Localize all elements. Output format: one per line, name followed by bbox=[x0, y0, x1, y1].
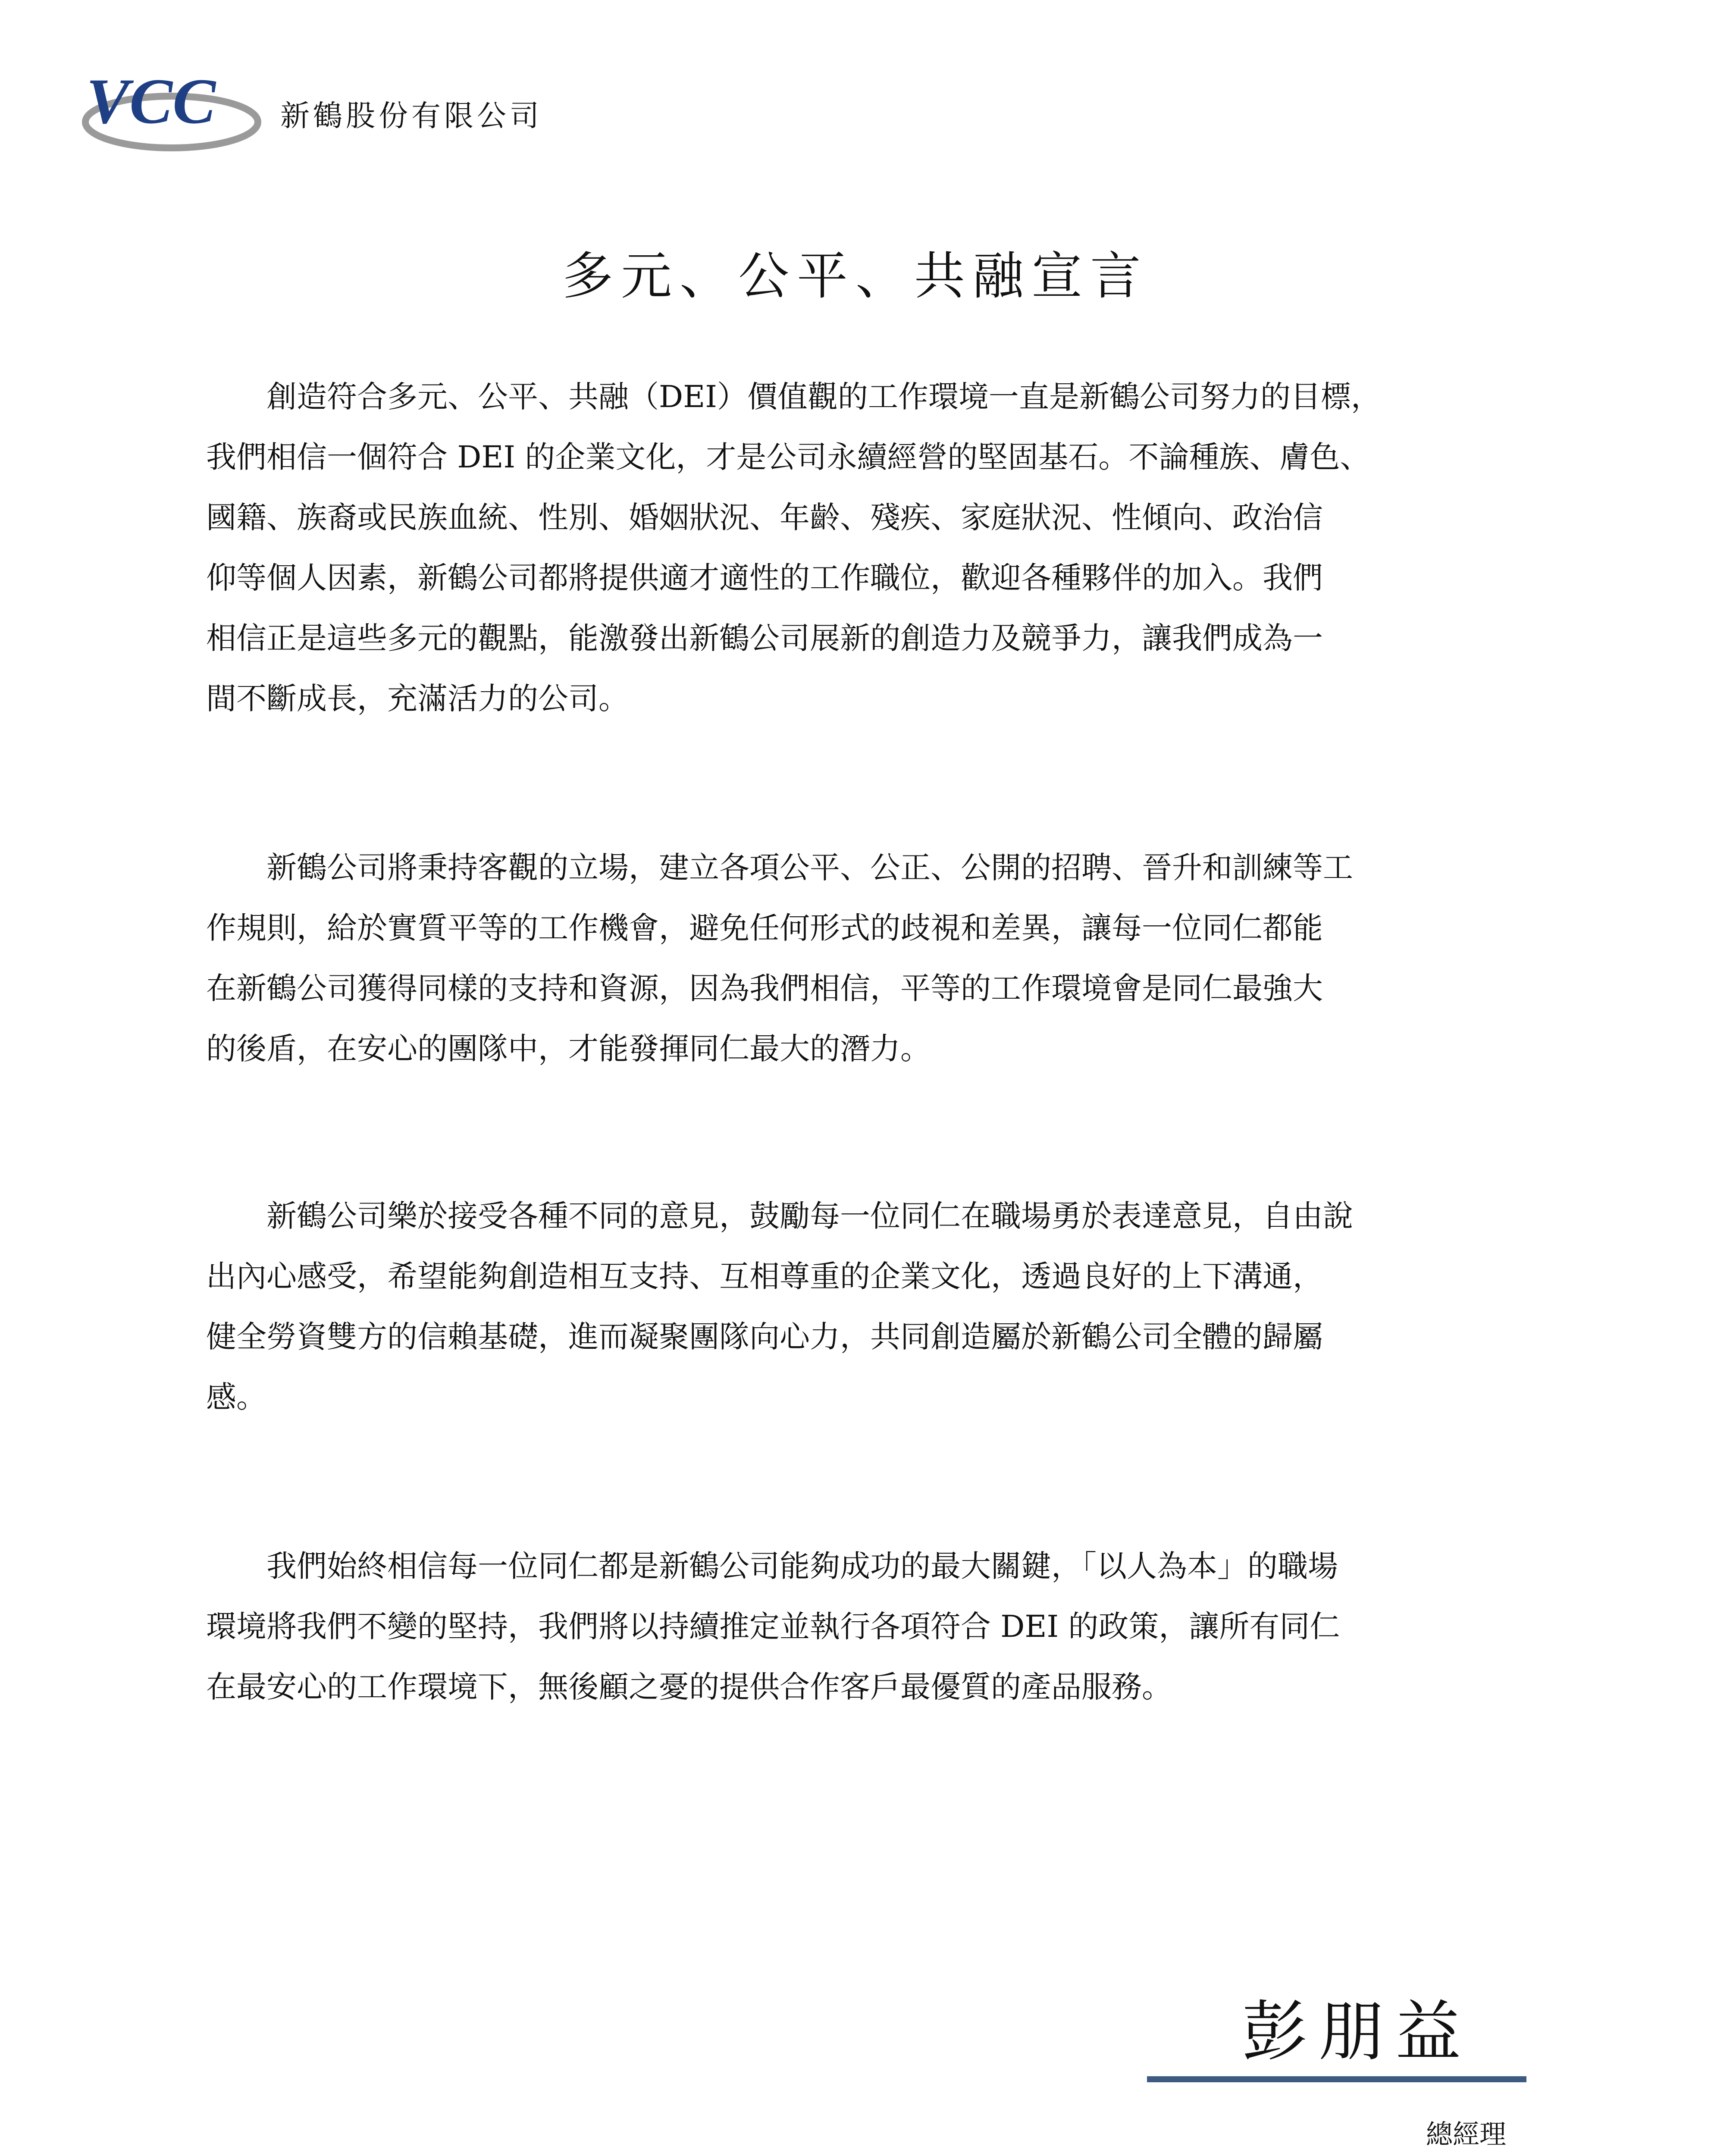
paragraph-line: 健全勞資雙方的信賴基礎，進而凝聚團隊向心力，共同創造屬於新鶴公司全體的歸屬 bbox=[206, 1319, 1323, 1354]
document-date bbox=[1325, 2154, 1506, 2156]
paragraph-line: 創造符合多元、公平、共融（DEI）價值觀的工作環境一直是新鶴公司努力的目標， bbox=[266, 379, 1381, 414]
paragraph-line: 感。 bbox=[206, 1379, 266, 1415]
paragraph-line: 相信正是這些多元的觀點，能激發出新鶴公司展新的創造力及競爭力，讓我們成為一 bbox=[206, 620, 1323, 656]
paragraph-2 bbox=[206, 837, 1353, 1079]
paragraph-line: 新鶴公司樂於接受各種不同的意見，鼓勵每一位同仁在職場勇於表達意見，自由說 bbox=[266, 1198, 1353, 1234]
signature: 彭朋益 bbox=[1242, 1993, 1472, 2070]
paragraph-1 bbox=[206, 367, 1381, 729]
vcc-logo bbox=[78, 71, 263, 157]
paragraph-line: 在最安心的工作環境下，無後顧之憂的提供合作客戶最優質的產品服務。 bbox=[206, 1669, 1172, 1705]
company-name: 新鶴股份有限公司 bbox=[280, 99, 543, 133]
paragraph-line: 的後盾，在安心的團隊中，才能發揮同仁最大的潛力。 bbox=[206, 1031, 931, 1066]
logo-text: VCC bbox=[86, 71, 216, 137]
signature-line bbox=[1147, 2076, 1526, 2082]
paragraph-line: 出內心感受，希望能夠創造相互支持、互相尊重的企業文化，透過良好的上下溝通， bbox=[206, 1259, 1323, 1294]
paragraph-line: 環境將我們不變的堅持，我們將以持續推定並執行各項符合 DEI 的政策，讓所有同仁 bbox=[206, 1609, 1340, 1644]
document-title: 多元、公平、共融宣言 bbox=[562, 246, 1149, 306]
paragraph-line: 新鶴公司將秉持客觀的立場，建立各項公平、公正、公開的招聘、晉升和訓練等工 bbox=[266, 850, 1353, 885]
paragraph-line: 間不斷成長，充滿活力的公司。 bbox=[206, 681, 629, 716]
paragraph-line: 我們始終相信每一位同仁都是新鶴公司能夠成功的最大關鍵，「以人為本」的職場 bbox=[266, 1548, 1338, 1584]
paragraph-3 bbox=[206, 1186, 1353, 1427]
paragraph-line: 我們相信一個符合 DEI 的企業文化，才是公司永續經營的堅固基石。不論種族、膚色、 bbox=[206, 439, 1370, 475]
paragraph-line: 作規則，給於實質平等的工作機會，避免任何形式的歧視和差異，讓每一位同仁都能 bbox=[206, 910, 1323, 946]
paragraph-4 bbox=[206, 1536, 1340, 1717]
paragraph-line: 國籍、族裔或民族血統、性別、婚姻狀況、年齡、殘疾、家庭狀況、性傾向、政治信 bbox=[206, 500, 1323, 535]
paragraph-line: 仰等個人因素，新鶴公司都將提供適才適性的工作職位，歡迎各種夥伴的加入。我們 bbox=[206, 560, 1323, 595]
paragraph-line: 在新鶴公司獲得同樣的支持和資源，因為我們相信，平等的工作環境會是同仁最強大 bbox=[206, 971, 1323, 1006]
signer-role: 總經理 bbox=[1426, 2118, 1506, 2150]
